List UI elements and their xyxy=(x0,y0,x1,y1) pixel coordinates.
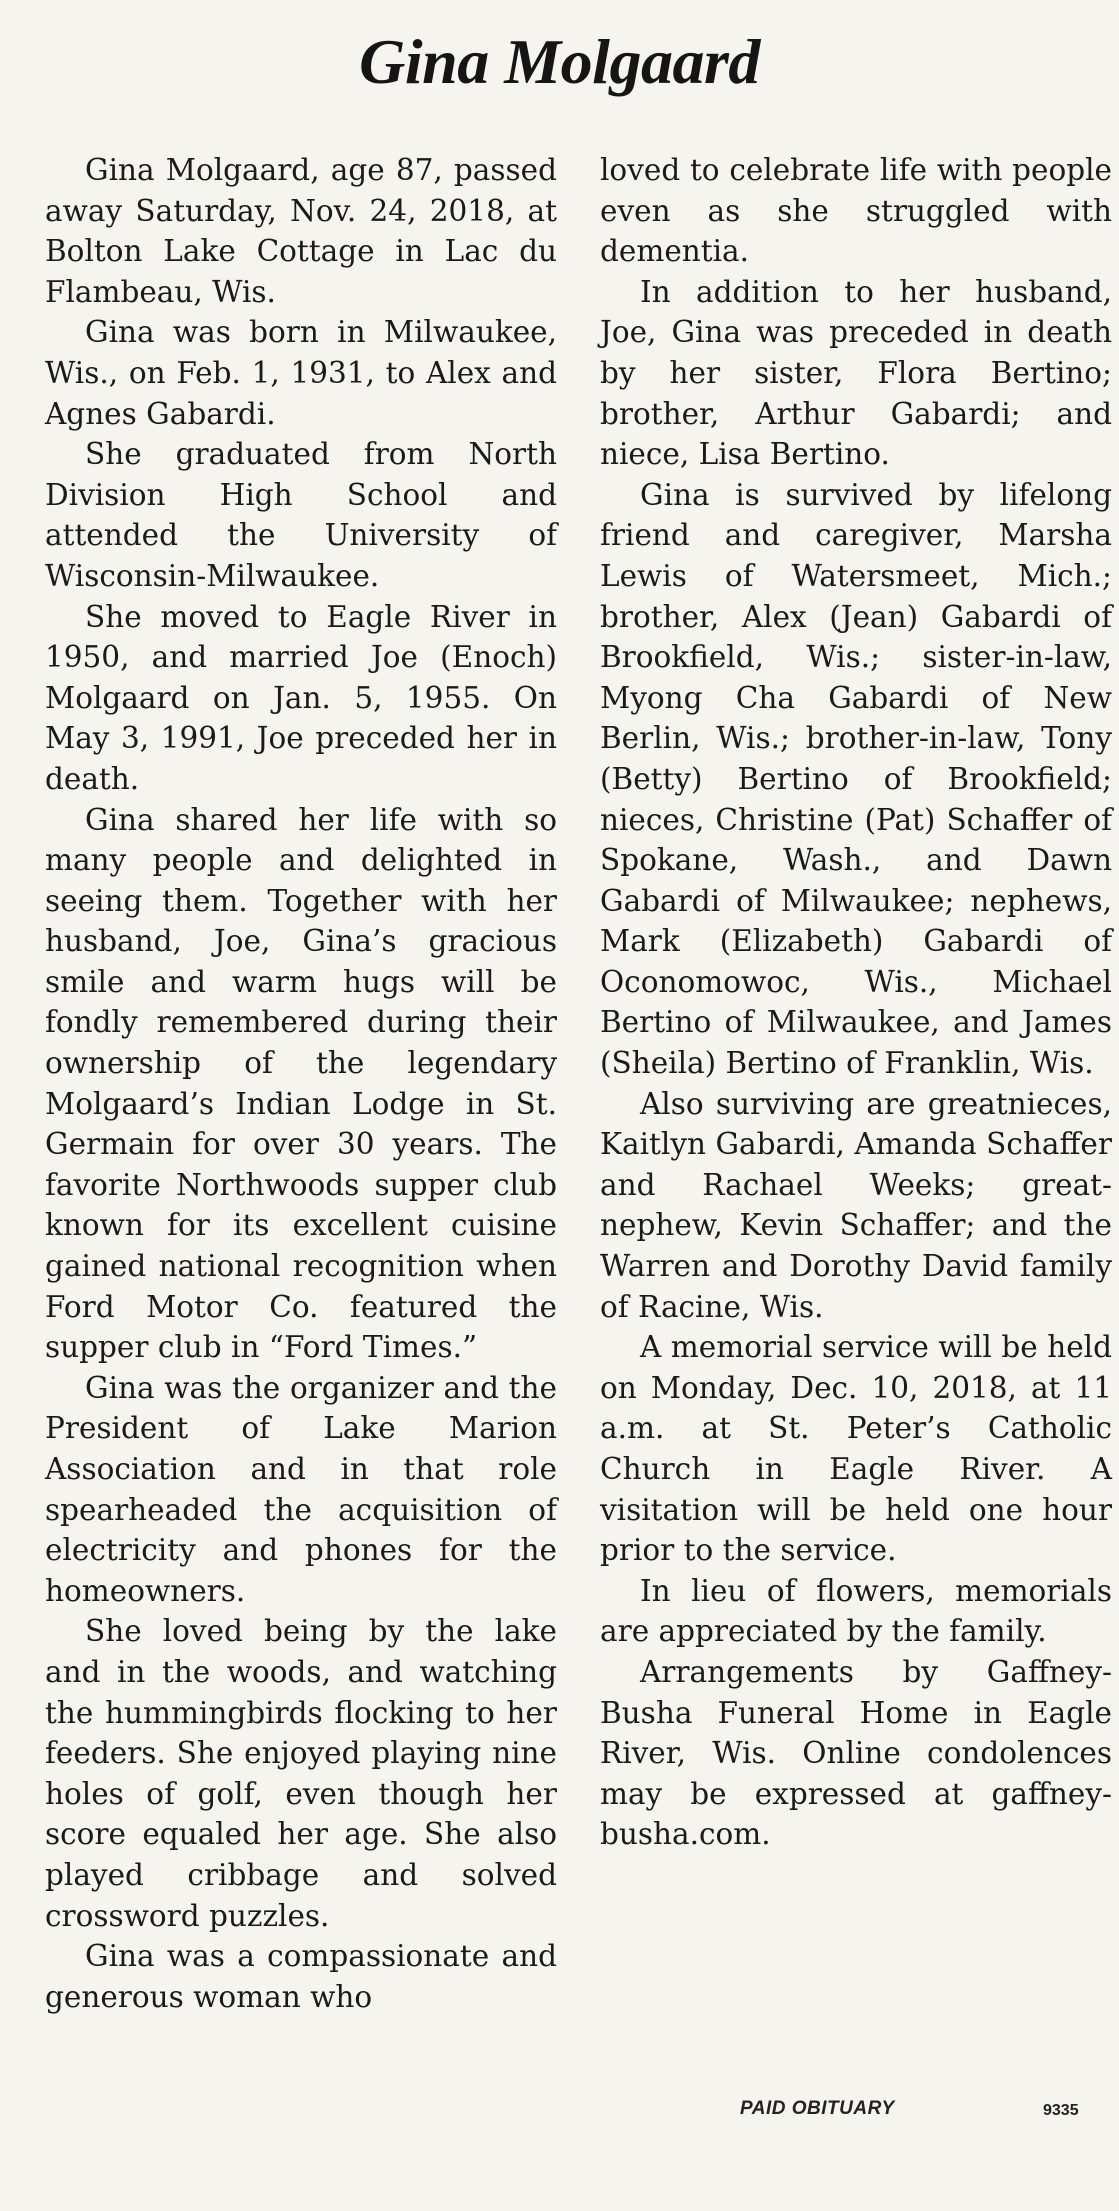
right-column xyxy=(600,150,1112,1855)
paragraph: Gina was the organizer and the President of Lake Marion Association and in that role spearheaded the acquisition of electricity and phones for the homeowners. xyxy=(45,1370,557,1608)
paragraph: Also surviving are greatnieces, Kaitlyn Gabardi, Amanda Schaffer and Rachael Weeks; great-nephew, Kevin Schaffer; and the Warren and Dorothy David family of Racine, Wis. xyxy=(600,1086,1112,1324)
paragraph: She loved being by the lake and in the woods, and watching the hummingbirds flocking to her feeders. She enjoyed playing nine holes of golf, even though her score equaled her age. She also played cribbage and solved crossword puzzles. xyxy=(45,1614,557,1933)
paid-obituary-tag: PAID OBITUARY xyxy=(740,2098,895,2119)
left-column xyxy=(45,150,557,2017)
paragraph: Gina Molgaard, age 87, passed away Saturday, Nov. 24, 2018, at Bolton Lake Cottage in Lac du Flambeau, Wis. xyxy=(45,153,557,309)
paragraph: Gina is survived by lifelong friend and caregiver, Marsha Lewis of Watersmeet, Mich.; brother, Alex (Jean) Gabardi of Brookfield, Wis.; sister-in-law, Myong Cha Gabardi of New Berlin, Wis.; brother-in-law, Tony (Betty) Bertino of Brookfield; nieces, Christine (Pat) Schaffer of Spokane, Wash., and Dawn Gabardi of Milwaukee; nephews, Mark (Elizabeth) Gabardi of Oconomowoc, Wis., Michael Bertino of Milwaukee, and James (Sheila) Bertino of Franklin, Wis. xyxy=(600,477,1112,1081)
paragraph: Gina was born in Milwaukee, Wis., on Feb. 1, 1931, to Alex and Agnes Gabardi. xyxy=(45,315,557,431)
ad-code: 9335 xyxy=(1043,2102,1079,2119)
obituary-title: Gina Molgaard xyxy=(359,26,760,97)
paragraph: She moved to Eagle River in 1950, and married Joe (Enoch) Molgaard on Jan. 5, 1955. On May 3, 1991, Joe preceded her in death. xyxy=(45,599,557,796)
paragraph: In lieu of flowers, memorials are appreciated by the family. xyxy=(600,1573,1112,1649)
paragraph: Arrangements by Gaffney-Busha Funeral Home in Eagle River, Wis. Online condolences may be expressed at gaffney-busha.com. xyxy=(600,1654,1112,1852)
paragraph: In addition to her husband, Joe, Gina was preceded in death by her sister, Flora Bertino; brother, Arthur Gabardi; and niece, Lisa Bertino. xyxy=(600,274,1112,472)
paragraph: Gina shared her life with so many people and delighted in seeing them. Together with her husband, Joe, Gina’s gracious smile and warm hugs will be fondly remembered during their ownership of the legendary Molgaard’s Indian Lodge in St. Germain for over 30 years. The favorite Northwoods supper club known for its excellent cuisine gained national recognition when Ford Motor Co. featured the supper club in “Ford Times.” xyxy=(45,802,557,1365)
paragraph: She graduated from North Division High School and attended the University of Wisconsin-Milwaukee. xyxy=(45,437,557,593)
paragraph-continuation: loved to celebrate life with people even as she struggled with dementia. xyxy=(600,153,1112,269)
paragraph: A memorial service will be held on Monday, Dec. 10, 2018, at 11 a.m. at St. Peter’s Catholic Church in Eagle River. A visitation will be held one hour prior to the service. xyxy=(600,1330,1112,1568)
paragraph: Gina was a compassionate and generous woman who xyxy=(45,1939,557,2014)
